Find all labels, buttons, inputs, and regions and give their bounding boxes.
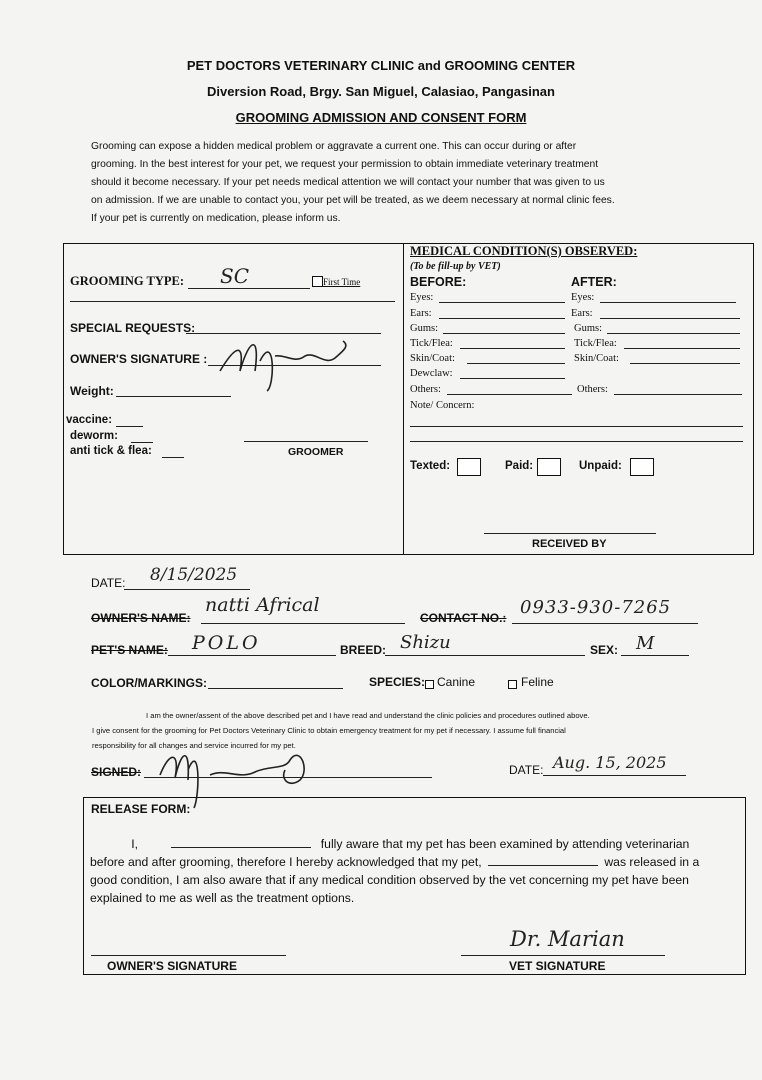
consent-line: I am the owner/assent of the above described pet and I have read and understand the clinic policies and procedures outlined above. bbox=[146, 711, 590, 720]
after-eyes-label: Eyes: bbox=[571, 292, 595, 303]
special-requests-label: SPECIAL REQUESTS: bbox=[70, 321, 196, 335]
after-tick-label: Tick/Flea: bbox=[574, 338, 617, 349]
grooming-table bbox=[63, 243, 754, 555]
after-skin-field[interactable] bbox=[630, 363, 740, 364]
owner-signature-scribble bbox=[215, 326, 355, 396]
intro-paragraph bbox=[91, 138, 701, 228]
consent-line: I give consent for the grooming for Pet Doctors Veterinary Clinic to obtain emergency treatment for my pet if necessary. I assume full financial bbox=[92, 726, 566, 735]
before-ears-label: Ears: bbox=[410, 308, 432, 319]
weight-field[interactable] bbox=[116, 396, 231, 397]
before-gums-field[interactable] bbox=[443, 333, 565, 334]
intro-line: on admission. If we are unable to contact you, your pet will be treated, as we deem necessary at normal clinic fees. bbox=[91, 195, 615, 206]
anti-tick-label: anti tick & flea: bbox=[70, 445, 152, 457]
after-gums-label: Gums: bbox=[574, 323, 603, 334]
intro-line: Grooming can expose a hidden medical problem or aggravate a current one. This can occur during or after bbox=[91, 141, 577, 152]
groomer-signature-field[interactable] bbox=[244, 441, 368, 442]
before-eyes-label: Eyes: bbox=[410, 292, 434, 303]
intro-line: If your pet is currently on medication, please inform us. bbox=[91, 213, 341, 224]
owner-signature-release-label: OWNER'S SIGNATURE bbox=[107, 959, 237, 973]
contact-field[interactable] bbox=[512, 623, 698, 624]
release-line-2 bbox=[90, 853, 740, 871]
feline-checkbox[interactable] bbox=[508, 680, 517, 689]
vaccine-label: vaccine: bbox=[66, 414, 113, 426]
signed-date-value: Aug. 15, 2025 bbox=[553, 753, 667, 772]
before-dewclaw-field[interactable] bbox=[460, 378, 565, 379]
before-dewclaw-label: Dewclaw: bbox=[410, 368, 453, 379]
contact-label: CONTACT NO.: bbox=[420, 611, 507, 625]
release-pet-field[interactable] bbox=[488, 853, 598, 866]
before-skin-field[interactable] bbox=[467, 363, 565, 364]
paid-label: Paid: bbox=[505, 460, 534, 472]
after-others-field[interactable] bbox=[614, 394, 742, 395]
after-tick-field[interactable] bbox=[624, 348, 740, 349]
release-text-2a: before and after grooming, therefore I hereby acknowledged that my pet, bbox=[90, 855, 482, 869]
medical-title: MEDICAL CONDITION(S) OBSERVED: bbox=[410, 244, 638, 258]
before-others-field[interactable] bbox=[447, 394, 572, 395]
owner-signature-label: OWNER'S SIGNATURE : bbox=[70, 352, 208, 366]
table-divider bbox=[403, 243, 404, 554]
clinic-address: Diversion Road, Brgy. San Miguel, Calasiao, Pangasinan bbox=[207, 84, 555, 99]
note-line-1[interactable] bbox=[410, 426, 743, 427]
sex-value: M bbox=[636, 633, 655, 654]
sex-label: SEX: bbox=[590, 643, 619, 657]
signed-date-field[interactable] bbox=[543, 775, 686, 776]
before-ears-field[interactable] bbox=[439, 318, 565, 319]
release-paragraph bbox=[90, 835, 740, 907]
vet-signature-value: Dr. Marian bbox=[510, 927, 625, 951]
received-by-label: RECEIVED BY bbox=[532, 538, 607, 550]
texted-checkbox[interactable] bbox=[457, 458, 481, 476]
species-label: SPECIES: bbox=[369, 675, 426, 689]
received-by-field[interactable] bbox=[484, 533, 656, 534]
deworm-label: deworm: bbox=[70, 430, 118, 442]
release-line-1 bbox=[90, 835, 740, 853]
groomer-label: GROOMER bbox=[288, 446, 344, 458]
before-label: BEFORE: bbox=[410, 275, 467, 289]
before-tick-label: Tick/Flea: bbox=[410, 338, 453, 349]
grooming-type-value: SC bbox=[220, 264, 250, 288]
after-ears-field[interactable] bbox=[600, 318, 740, 319]
owner-signature-release-field[interactable] bbox=[91, 955, 286, 956]
owner-name-label: OWNER'S NAME: bbox=[91, 611, 191, 625]
deworm-field[interactable] bbox=[131, 442, 153, 443]
after-others-label: Others: bbox=[577, 384, 608, 395]
medical-subtitle: (To be fill-up by VET) bbox=[410, 261, 501, 272]
form-title: GROOMING ADMISSION AND CONSENT FORM bbox=[235, 110, 527, 125]
release-i: I, bbox=[131, 837, 138, 851]
release-text-1: fully aware that my pet has been examined by attending veterinarian bbox=[320, 837, 690, 851]
owner-name-value: natti Africal bbox=[205, 594, 320, 616]
feline-label: Feline bbox=[521, 675, 554, 689]
unpaid-label: Unpaid: bbox=[579, 460, 622, 472]
sex-field[interactable] bbox=[621, 655, 689, 656]
anti-tick-field[interactable] bbox=[162, 457, 184, 458]
color-markings-label: COLOR/MARKINGS: bbox=[91, 676, 207, 690]
after-label: AFTER: bbox=[571, 275, 617, 289]
after-eyes-field[interactable] bbox=[600, 302, 736, 303]
after-skin-label: Skin/Coat: bbox=[574, 353, 619, 364]
grooming-type-line-2 bbox=[70, 301, 395, 302]
vet-signature-label: VET SIGNATURE bbox=[509, 959, 606, 973]
intro-line: grooming. In the best interest for your pet, we request your permission to obtain immediate veterinary treatment bbox=[91, 159, 599, 170]
after-gums-field[interactable] bbox=[607, 333, 740, 334]
date-field[interactable] bbox=[124, 589, 250, 590]
breed-field[interactable] bbox=[385, 655, 585, 656]
pet-name-label: PET'S NAME: bbox=[91, 643, 168, 657]
after-ears-label: Ears: bbox=[571, 308, 593, 319]
note-label: Note/ Concern: bbox=[410, 400, 475, 411]
signed-date-label: DATE: bbox=[509, 763, 544, 777]
paid-checkbox[interactable] bbox=[537, 458, 561, 476]
before-skin-label: Skin/Coat: bbox=[410, 353, 455, 364]
note-line-2[interactable] bbox=[410, 441, 743, 442]
weight-label: Weight: bbox=[70, 384, 114, 398]
release-name-field[interactable] bbox=[171, 835, 311, 848]
grooming-type-label: GROOMING TYPE: bbox=[70, 274, 185, 288]
color-markings-field[interactable] bbox=[208, 688, 343, 689]
contact-value: 0933-930-7265 bbox=[520, 597, 672, 618]
before-tick-field[interactable] bbox=[460, 348, 565, 349]
first-time-checkbox[interactable] bbox=[312, 276, 323, 287]
texted-label: Texted: bbox=[410, 460, 451, 472]
first-time-label: First Time bbox=[323, 277, 361, 287]
date-label: DATE: bbox=[91, 576, 126, 590]
clinic-name: PET DOCTORS VETERINARY CLINIC and GROOMING CENTER bbox=[186, 58, 576, 73]
before-eyes-field[interactable] bbox=[439, 302, 565, 303]
consent-line: responsibility for all changes and service incurred for my pet. bbox=[92, 741, 296, 750]
owner-name-field[interactable] bbox=[201, 623, 405, 624]
release-line-4: explained to me as well as the treatment options. bbox=[90, 891, 355, 905]
vet-signature-field[interactable] bbox=[461, 955, 665, 956]
pet-name-value: POLO bbox=[192, 632, 261, 654]
release-title: RELEASE FORM: bbox=[91, 802, 191, 816]
canine-label: Canine bbox=[437, 675, 476, 689]
vaccine-field[interactable] bbox=[116, 426, 143, 427]
before-others-label: Others: bbox=[410, 384, 441, 395]
unpaid-checkbox[interactable] bbox=[630, 458, 654, 476]
release-line-3: good condition, I am also aware that if any medical condition observed by the vet concerning my pet have been bbox=[90, 873, 689, 887]
date-value: 8/15/2025 bbox=[150, 565, 238, 585]
release-text-2b: was released in a bbox=[604, 855, 700, 869]
before-gums-label: Gums: bbox=[410, 323, 439, 334]
breed-label: BREED: bbox=[340, 643, 387, 657]
pet-name-field[interactable] bbox=[168, 655, 336, 656]
signed-label: SIGNED: bbox=[91, 765, 142, 779]
breed-value: Shizu bbox=[400, 632, 451, 653]
canine-checkbox[interactable] bbox=[425, 680, 434, 689]
grooming-type-field[interactable] bbox=[188, 288, 310, 289]
intro-line: should it become necessary. If your pet needs medical attention we will contact your number that was given to us bbox=[91, 177, 605, 188]
